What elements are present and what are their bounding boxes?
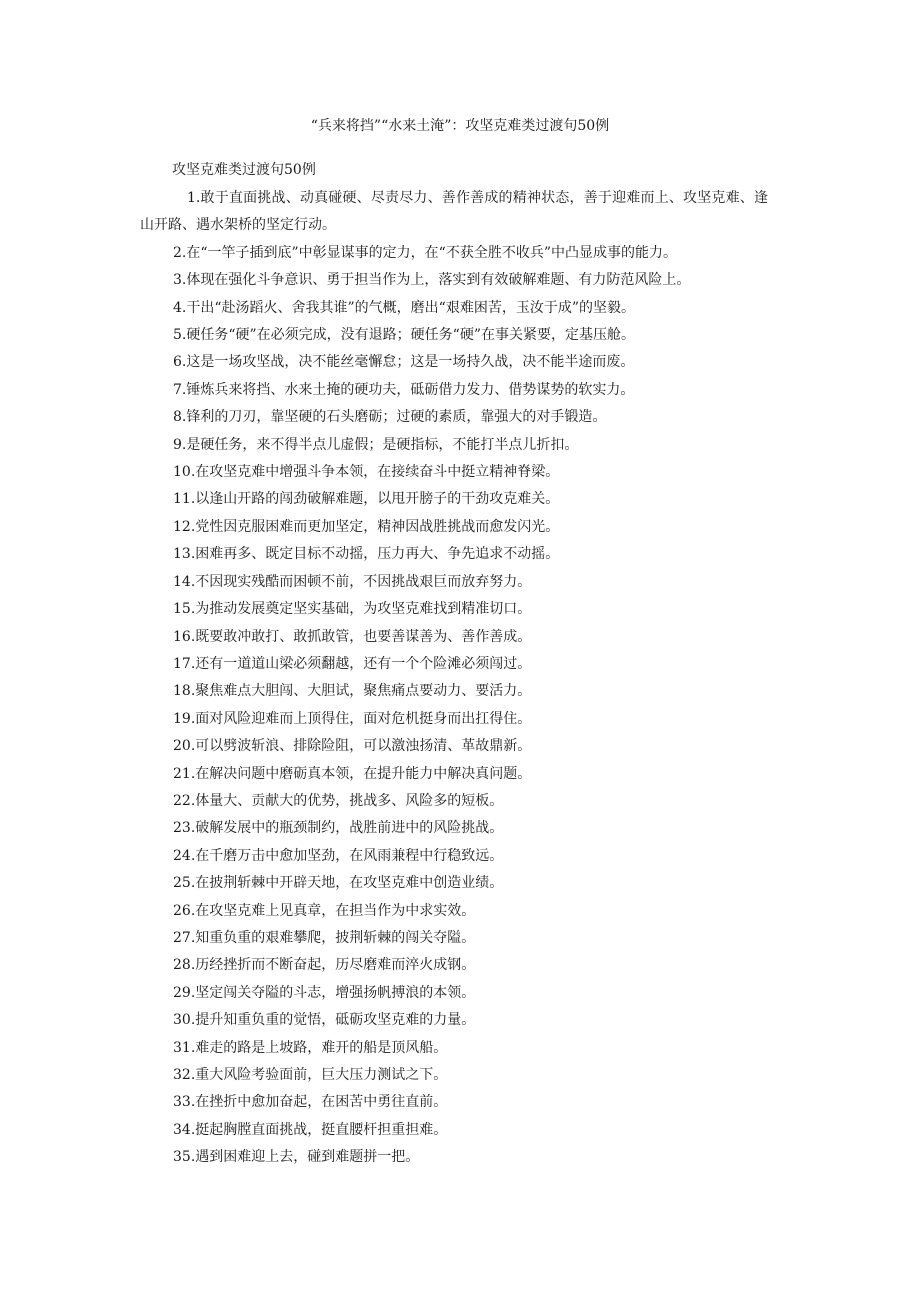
- list-item: 16.既要敢冲敢打、敢抓敢管，也要善谋善为、善作善成。: [173, 628, 532, 645]
- list-item: 2.在“一竿子插到底”中彰显谋事的定力，在“不获全胜不收兵”中凸显成事的能力。: [173, 244, 677, 261]
- list-item: 11.以逢山开路的闯劲破解难题，以甩开膀子的干劲攻克难关。: [173, 491, 560, 508]
- list-item: 12.党性因克服困难而更加坚定，精神因战胜挑战而愈发闪光。: [173, 518, 560, 535]
- list-item: 7.锤炼兵来将挡、水来土掩的硬功夫，砥砺借力发力、借势谋势的软实力。: [173, 381, 635, 398]
- list-item: 30.提升知重负重的觉悟，砥砺攻坚克难的力量。: [173, 1012, 476, 1029]
- list-item: 17.还有一道道山梁必须翻越，还有一个个险滩必须闯过。: [173, 655, 532, 672]
- list-item: 15.为推动发展奠定坚实基础，为攻坚克难找到精准切口。: [173, 601, 532, 618]
- list-item: 18.聚焦难点大胆闯、大胆试，聚焦痛点要动力、要活力。: [173, 683, 532, 700]
- document-subtitle: 攻坚克难类过渡句50例: [172, 162, 316, 178]
- list-item: 5.硬任务“硬”在必须完成，没有退路；硬任务“硬”在事关紧要，定基压舱。: [173, 327, 635, 344]
- list-item: 28.历经挫折而不断奋起，历尽磨难而淬火成钢。: [173, 957, 476, 974]
- list-item: 31.难走的路是上坡路，难开的船是顶风船。: [173, 1039, 448, 1056]
- list-item: 33.在挫折中愈加奋起，在困苦中勇往直前。: [173, 1094, 448, 1111]
- list-item: 13.困难再多、既定目标不动摇，压力再大、争先追求不动摇。: [173, 546, 560, 563]
- list-item: 8.锋利的刀刃，靠坚硬的石头磨砺；过硬的素质，靠强大的对手锻造。: [173, 409, 607, 426]
- list-item: 25.在披荆斩棘中开辟天地，在攻坚克难中创造业绩。: [173, 875, 504, 892]
- document-title: “兵来将挡”“水来土淹”：攻坚克难类过渡句50例: [310, 118, 610, 134]
- list-item: 3.体现在强化斗争意识、勇于担当作为上，落实到有效破解难题、有力防范风险上。: [173, 272, 691, 289]
- list-item: 9.是硬任务，来不得半点儿虚假；是硬指标，不能打半点儿折扣。: [173, 436, 579, 453]
- list-item: 22.体量大、贡献大的优势，挑战多、风险多的短板。: [173, 792, 504, 809]
- list-item: 6.这是一场攻坚战，决不能丝毫懈怠；这是一场持久战，决不能半途而废。: [173, 354, 635, 371]
- list-item: 21.在解决问题中磨砺真本领，在提升能力中解决真问题。: [173, 765, 532, 782]
- list-item: 26.在攻坚克难上见真章，在担当作为中求实效。: [173, 902, 476, 919]
- sentence-list: [140, 185, 780, 1172]
- list-item: 14.不因现实残酷而困顿不前，不因挑战艰巨而放弃努力。: [173, 573, 532, 590]
- list-item: 10.在攻坚克难中增强斗争本领，在接续奋斗中挺立精神脊梁。: [173, 464, 560, 481]
- list-item: 19.面对风险迎难而上顶得住，面对危机挺身而出扛得住。: [173, 710, 532, 727]
- list-item: 29.坚定闯关夺隘的斗志，增强扬帆搏浪的本领。: [173, 984, 476, 1001]
- list-item: 4.干出“赴汤蹈火、舍我其谁”的气概，磨出“艰难困苦，玉汝于成”的坚毅。: [173, 299, 635, 316]
- list-item: 24.在千磨万击中愈加坚劲，在风雨兼程中行稳致远。: [173, 847, 504, 864]
- list-item: 23.破解发展中的瓶颈制约，战胜前进中的风险挑战。: [173, 820, 504, 837]
- list-item: 1.敢于直面挑战、动真碰硬、尽责尽力、善作善成的精神状态，善于迎难而上、攻坚克难、逢山开路、遇水架桥的坚定行动。: [140, 190, 768, 234]
- list-item: 32.重大风险考验面前，巨大压力测试之下。: [173, 1067, 448, 1083]
- list-item: 27.知重负重的艰难攀爬，披荆斩棘的闯关夺隘。: [173, 929, 476, 946]
- list-item: 35.遇到困难迎上去，碰到难题拼一把。: [173, 1149, 420, 1166]
- list-item: 20.可以劈波斩浪、排除险阻，可以激浊扬清、革故鼎新。: [173, 738, 532, 755]
- list-item: 34.挺起胸膛直面挑战，挺直腰杆担重担难。: [173, 1121, 448, 1138]
